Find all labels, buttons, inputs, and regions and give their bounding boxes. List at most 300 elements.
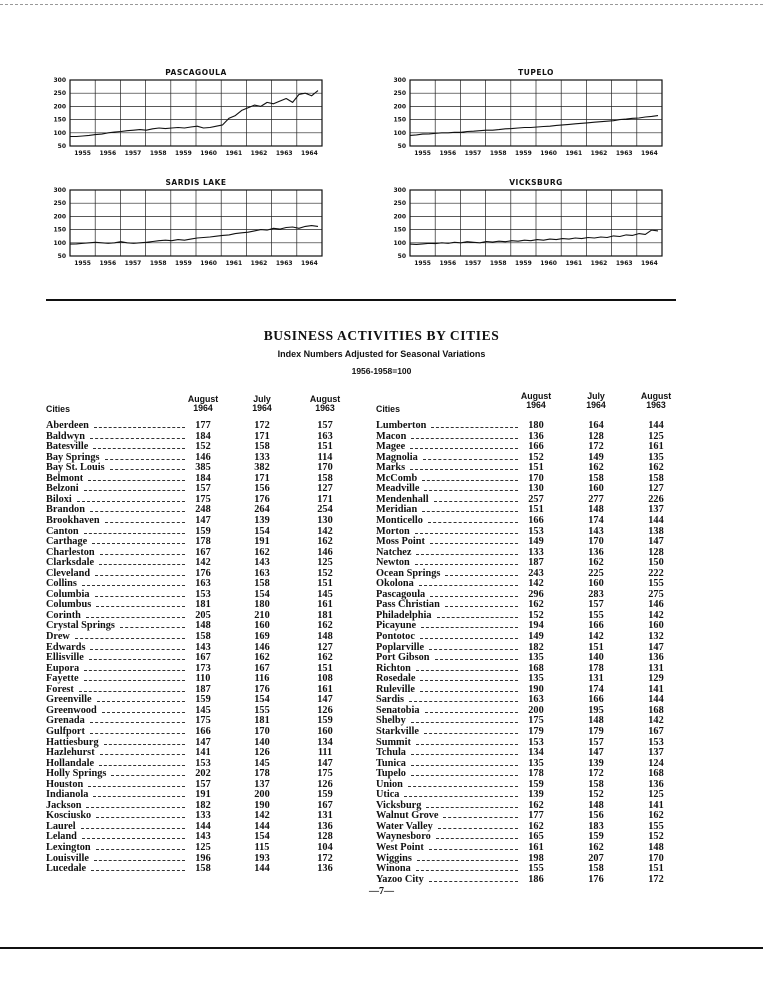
city-name: Lexington (46, 842, 91, 853)
table-row (46, 557, 346, 568)
value-aug63: 172 (648, 873, 664, 885)
city-name: Forest (46, 683, 74, 695)
city-name: Carthage (46, 536, 88, 548)
x-tick-1962: 1962 (590, 260, 608, 267)
leader-dots (422, 480, 518, 481)
leader-dots (97, 701, 185, 702)
value-jul64: 148 (588, 504, 604, 516)
leader-dots (82, 838, 185, 839)
leader-dots (420, 691, 518, 692)
value-jul64: 136 (588, 546, 604, 558)
table-row (376, 715, 686, 726)
value-jul64: 170 (254, 725, 270, 737)
value-aug63: 142 (317, 525, 333, 537)
leader-dots (84, 490, 185, 491)
table-row (376, 473, 686, 484)
leader-dots (429, 849, 518, 850)
value-aug63: 148 (317, 631, 333, 642)
x-tick-1957: 1957 (124, 260, 142, 267)
value-aug63: 145 (317, 588, 333, 600)
header-aug64-line2: 1964 (193, 403, 213, 413)
value-aug63: 146 (317, 546, 333, 558)
value-jul64: 148 (588, 715, 604, 727)
value-aug64: 205 (195, 609, 211, 621)
table-row (46, 789, 346, 800)
value-aug63: 126 (317, 778, 333, 790)
value-aug63: 144 (648, 420, 664, 431)
value-aug63: 128 (648, 546, 664, 558)
leader-dots (416, 870, 518, 871)
value-aug63: 111 (317, 747, 333, 759)
city-name: Tchula (376, 747, 406, 759)
value-aug64: 166 (195, 725, 211, 737)
chart-title-sardis-lake: SARDIS LAKE (165, 178, 227, 187)
x-tick-1964: 1964 (301, 150, 318, 157)
table-row (376, 620, 686, 631)
leader-dots (84, 670, 185, 671)
value-jul64: 166 (588, 694, 604, 706)
table-row (46, 631, 346, 642)
table-row (46, 842, 346, 853)
city-name: Hattiesburg (46, 736, 99, 748)
leader-dots (424, 733, 518, 734)
table-row (46, 684, 346, 695)
table-row (376, 599, 686, 610)
table-row (376, 779, 686, 790)
city-table-right (376, 392, 686, 892)
chart-pascagoula-svg (40, 64, 340, 164)
value-aug63: 114 (317, 451, 333, 463)
value-aug64: 248 (195, 504, 211, 516)
table-row (376, 821, 686, 832)
x-tick-1959: 1959 (175, 150, 192, 157)
value-jul64: 172 (588, 441, 604, 453)
value-jul64: 172 (588, 768, 604, 780)
table-row (376, 768, 686, 779)
value-aug63: 159 (317, 715, 333, 727)
table-row (376, 684, 686, 695)
city-name: Canton (46, 525, 79, 537)
header-aug64-right-line1: August (520, 391, 552, 401)
city-name: Ruleville (376, 683, 415, 695)
x-tick-1956: 1956 (439, 260, 457, 267)
value-jul64: 116 (254, 673, 270, 685)
city-name: Hazlehurst (46, 747, 95, 759)
city-name: Lucedale (46, 863, 87, 875)
city-name: Richton (376, 662, 411, 674)
table-row (46, 473, 346, 484)
x-tick-1955: 1955 (74, 150, 91, 157)
value-aug64: 177 (528, 810, 544, 822)
value-aug64: 182 (195, 799, 211, 811)
table-row (46, 568, 346, 579)
value-jul64: 163 (254, 567, 270, 579)
value-aug63: 158 (317, 472, 333, 484)
value-aug64: 147 (195, 736, 211, 748)
x-tick-1961: 1961 (225, 260, 243, 267)
table-row (376, 494, 686, 505)
value-jul64: 207 (588, 852, 604, 864)
city-name: Waynesboro (376, 831, 431, 843)
table-row (376, 441, 686, 452)
city-name: Charleston (46, 546, 95, 558)
value-aug63: 155 (648, 820, 664, 832)
value-aug63: 150 (648, 557, 664, 569)
leader-dots (96, 606, 185, 607)
value-aug63: 144 (648, 514, 664, 526)
leader-dots (84, 680, 185, 681)
city-name: Bay St. Louis (46, 462, 105, 474)
value-aug63: 162 (317, 652, 333, 664)
value-aug64: 144 (195, 820, 211, 832)
value-aug63: 151 (317, 662, 333, 674)
value-aug63: 128 (317, 831, 333, 843)
value-aug63: 138 (648, 525, 664, 537)
x-tick-1961: 1961 (565, 150, 583, 157)
table-row (376, 842, 686, 853)
value-jul64: 126 (254, 747, 270, 759)
value-aug64: 191 (195, 789, 211, 801)
value-aug64: 163 (528, 694, 544, 706)
value-jul64: 147 (588, 747, 604, 759)
leader-dots (420, 680, 518, 681)
header-aug63 (303, 395, 347, 413)
city-name: Pascagoula (376, 588, 426, 600)
value-aug64: 161 (528, 842, 544, 853)
value-aug64: 181 (195, 599, 211, 611)
table-row (46, 705, 346, 716)
leader-dots (75, 638, 185, 639)
leader-dots (95, 596, 186, 597)
x-tick-1958: 1958 (489, 150, 507, 157)
table-row (46, 673, 346, 684)
value-jul64: 145 (254, 757, 270, 769)
value-jul64: 174 (588, 514, 604, 526)
value-aug63: 147 (317, 757, 333, 769)
table-row (46, 483, 346, 494)
value-aug64: 162 (528, 599, 544, 611)
table-row (376, 420, 686, 431)
header-aug64-right-line2: 1964 (526, 400, 546, 410)
table-row (46, 462, 346, 473)
value-aug63: 170 (317, 462, 333, 474)
y-tick-300: 300 (53, 187, 66, 194)
leader-dots (419, 585, 518, 586)
value-aug64: 143 (195, 831, 211, 843)
value-aug64: 125 (195, 842, 211, 853)
y-tick-200: 200 (53, 213, 66, 221)
chart-vicksburg-svg (380, 174, 680, 274)
city-name: Aberdeen (46, 420, 89, 431)
value-aug64: 159 (528, 778, 544, 790)
city-name: Brookhaven (46, 514, 100, 526)
value-aug64: 143 (195, 641, 211, 653)
leader-dots (421, 627, 518, 628)
x-tick-1957: 1957 (124, 150, 142, 157)
table-row (46, 589, 346, 600)
report-title: BUSINESS ACTIVITIES BY CITIES (263, 328, 500, 343)
value-jul64: 142 (588, 631, 604, 642)
value-aug64: 155 (528, 863, 544, 875)
leader-dots (90, 438, 185, 439)
table-row (376, 758, 686, 769)
value-aug64: 130 (528, 483, 544, 495)
city-name: Leland (46, 831, 77, 843)
city-name: Jackson (46, 799, 82, 811)
table-row (376, 642, 686, 653)
header-jul64-line2: 1964 (252, 403, 272, 413)
leader-dots (415, 533, 518, 534)
value-aug64: 136 (528, 430, 544, 442)
x-tick-1958: 1958 (149, 150, 167, 157)
city-name: Union (376, 778, 403, 790)
table-row (376, 853, 686, 864)
value-aug64: 148 (195, 620, 211, 632)
y-tick-100: 100 (53, 129, 66, 137)
table-row (376, 431, 686, 442)
value-jul64: 149 (588, 451, 604, 463)
leader-dots (416, 670, 518, 671)
table-row (376, 673, 686, 684)
value-aug63: 172 (317, 852, 333, 864)
leader-dots (445, 606, 518, 607)
leader-dots (443, 817, 518, 818)
value-aug64: 170 (528, 472, 544, 484)
leader-dots (428, 522, 518, 523)
city-name: Drew (46, 631, 70, 642)
city-name: Poplarville (376, 641, 425, 653)
table-row (376, 663, 686, 674)
x-tick-1958: 1958 (489, 260, 507, 267)
value-aug64: 135 (528, 652, 544, 664)
x-tick-1960: 1960 (200, 150, 217, 157)
value-aug64: 202 (195, 768, 211, 780)
city-name: Lumberton (376, 420, 427, 431)
report-base-period: 1956-1958=100 (351, 366, 412, 376)
value-jul64: 146 (254, 641, 270, 653)
table-row (376, 547, 686, 558)
value-aug63: 152 (317, 567, 333, 579)
chart-tupelo-svg (380, 64, 680, 164)
city-name: Meadville (376, 483, 420, 495)
table-row (376, 578, 686, 589)
city-name: Grenada (46, 715, 85, 727)
leader-dots (436, 838, 518, 839)
value-aug63: 130 (317, 514, 333, 526)
value-jul64: 140 (254, 736, 270, 748)
table-row (376, 789, 686, 800)
table-row (46, 452, 346, 463)
value-aug64: 157 (195, 483, 211, 495)
value-jul64: 180 (254, 599, 270, 611)
value-jul64: 178 (254, 768, 270, 780)
city-name: Clarksdale (46, 557, 95, 569)
table-row (46, 663, 346, 674)
x-tick-1956: 1956 (439, 150, 457, 157)
value-aug63: 160 (317, 725, 333, 737)
value-aug63: 142 (648, 609, 664, 621)
value-aug64: 385 (195, 462, 211, 474)
table-row (46, 821, 346, 832)
city-name: Port Gibson (376, 652, 430, 664)
leader-dots (434, 501, 518, 502)
y-tick-150: 150 (53, 116, 66, 124)
series-line-vicksburg (410, 230, 658, 244)
y-tick-200: 200 (393, 213, 406, 221)
city-name: Brandon (46, 504, 85, 516)
value-aug63: 159 (317, 789, 333, 801)
leader-dots (411, 722, 518, 723)
leader-dots (93, 796, 185, 797)
value-jul64: 158 (588, 472, 604, 484)
city-name: Water Valley (376, 820, 433, 832)
value-aug63: 137 (648, 747, 664, 759)
value-jul64: 162 (254, 546, 270, 558)
value-jul64: 225 (588, 567, 604, 579)
city-name: McComb (376, 472, 418, 484)
value-jul64: 176 (254, 683, 270, 695)
city-name: Morton (376, 525, 410, 537)
leader-dots (105, 522, 185, 523)
value-aug64: 149 (528, 631, 544, 642)
value-aug64: 145 (195, 704, 211, 716)
leader-dots (411, 765, 518, 766)
header-jul64 (240, 395, 284, 413)
value-aug64: 162 (528, 820, 544, 832)
table-row (376, 874, 686, 885)
value-jul64: 174 (588, 683, 604, 695)
value-jul64: 171 (254, 430, 270, 442)
value-aug63: 254 (317, 504, 333, 516)
value-aug63: 147 (648, 536, 664, 548)
leader-dots (91, 870, 185, 871)
series-line-pascagoula (70, 91, 318, 137)
value-jul64: 152 (588, 789, 604, 801)
value-aug63: 162 (317, 620, 333, 632)
city-name: Kosciusko (46, 810, 92, 822)
leader-dots (445, 575, 518, 576)
table-row (376, 737, 686, 748)
value-aug63: 181 (317, 609, 333, 621)
city-name: Batesville (46, 441, 89, 453)
table-row (376, 589, 686, 600)
city-name: Belzoni (46, 483, 79, 495)
y-tick-200: 200 (393, 103, 406, 111)
city-name: Belmont (46, 472, 84, 484)
table-row (46, 420, 346, 431)
value-jul64: 156 (588, 810, 604, 822)
city-table-left (46, 392, 346, 892)
value-aug64: 149 (528, 536, 544, 548)
value-aug63: 134 (317, 736, 333, 748)
city-name: Magnolia (376, 451, 418, 463)
value-aug63: 136 (317, 820, 333, 832)
city-name: Houston (46, 778, 84, 790)
value-aug64: 187 (195, 683, 211, 695)
city-name: Ocean Springs (376, 567, 441, 579)
table-row (46, 599, 346, 610)
table-row (376, 536, 686, 547)
value-aug64: 167 (195, 652, 211, 664)
table-row (376, 462, 686, 473)
leader-dots (100, 554, 185, 555)
value-aug63: 167 (317, 799, 333, 811)
value-aug64: 153 (195, 588, 211, 600)
leader-dots (110, 469, 185, 470)
value-aug64: 158 (195, 631, 211, 642)
city-name: Tunica (376, 757, 406, 769)
value-aug63: 135 (648, 451, 664, 463)
value-aug64: 151 (528, 504, 544, 516)
y-tick-250: 250 (393, 90, 406, 98)
value-aug64: 153 (528, 736, 544, 748)
value-aug63: 141 (648, 683, 664, 695)
value-jul64: 158 (588, 778, 604, 790)
table-row (46, 547, 346, 558)
value-jul64: 191 (254, 536, 270, 548)
value-aug63: 129 (648, 673, 664, 685)
x-tick-1962: 1962 (250, 150, 268, 157)
value-jul64: 176 (254, 493, 270, 505)
value-aug63: 126 (317, 704, 333, 716)
city-name: Tupelo (376, 768, 406, 780)
value-jul64: 170 (588, 536, 604, 548)
table-row (376, 483, 686, 494)
value-aug63: 147 (317, 694, 333, 706)
table-row (376, 526, 686, 537)
value-aug63: 125 (317, 557, 333, 569)
leader-dots (408, 786, 518, 787)
table-row (46, 620, 346, 631)
value-jul64: 162 (588, 462, 604, 474)
leader-dots (411, 754, 518, 755)
value-jul64: 183 (588, 820, 604, 832)
leader-dots (411, 438, 518, 439)
value-aug64: 142 (528, 578, 544, 590)
x-tick-1964: 1964 (641, 260, 658, 267)
value-aug64: 133 (528, 546, 544, 558)
y-tick-150: 150 (53, 226, 66, 234)
leader-dots (420, 638, 518, 639)
header-aug63-right (634, 392, 678, 410)
value-aug64: 182 (528, 641, 544, 653)
section-divider (46, 299, 676, 301)
value-aug63: 161 (317, 683, 333, 695)
table-row (46, 536, 346, 547)
table-row (376, 610, 686, 621)
value-aug64: 151 (528, 462, 544, 474)
leader-dots (438, 828, 518, 829)
value-jul64: 178 (588, 662, 604, 674)
value-aug63: 132 (648, 631, 664, 642)
leader-dots (424, 490, 518, 491)
header-aug64-right (514, 392, 558, 410)
value-aug63: 131 (648, 662, 664, 674)
header-jul64-right-line2: 1964 (586, 400, 606, 410)
city-name: Holly Springs (46, 768, 107, 780)
value-jul64: 179 (588, 725, 604, 737)
leader-dots (94, 427, 185, 428)
leader-dots (102, 712, 185, 713)
value-aug64: 153 (195, 757, 211, 769)
value-aug63: 175 (317, 768, 333, 780)
leader-dots (431, 427, 518, 428)
table-row (376, 504, 686, 515)
value-aug63: 127 (317, 483, 333, 495)
value-aug63: 152 (648, 831, 664, 843)
y-tick-50: 50 (397, 253, 406, 260)
city-name: Collins (46, 578, 77, 590)
